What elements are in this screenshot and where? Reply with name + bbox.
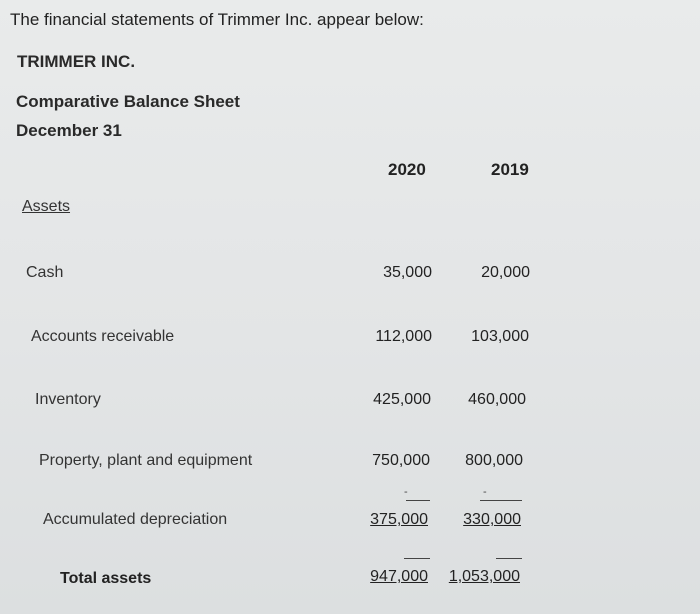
section-assets: Assets [22,198,71,215]
accumulated-depreciation-2019: 330,000 [463,511,521,528]
rule-2019-total [496,558,522,559]
ppe-2019: 800,000 [465,452,523,469]
accounts-receivable-2020: 112,000 [375,328,432,345]
total-assets-2020: 947,000 [370,568,428,585]
cash-2020: 35,000 [383,264,432,281]
row-label-total-assets: Total assets [60,570,152,587]
year-header-2020: 2020 [388,160,426,179]
total-assets-2019: 1,053,000 [448,568,520,585]
minus-sign-2020: - [404,486,408,498]
accumulated-depreciation-2020: 375,000 [370,511,428,528]
year-header-2019: 2019 [491,160,529,179]
statement-title: Comparative Balance Sheet [16,92,240,111]
inventory-2019: 460,000 [468,391,526,408]
ppe-2020: 750,000 [372,452,430,469]
rule-2019-ppe [480,500,522,501]
inventory-2020: 425,000 [373,391,431,408]
row-label-cash: Cash [26,264,64,281]
rule-2020-total [404,558,430,559]
row-label-ppe: Property, plant and equipment [39,452,253,469]
minus-sign-2019: - [483,486,487,498]
company-name: TRIMMER INC. [17,52,136,71]
row-label-accumulated-depreciation: Accumulated depreciation [43,511,228,528]
row-label-accounts-receivable: Accounts receivable [31,328,175,345]
cash-2019: 20,000 [481,264,530,281]
statement-date: December 31 [16,121,122,140]
rule-2020-ppe [406,500,430,501]
row-label-inventory: Inventory [35,391,101,408]
intro-text: The financial statements of Trimmer Inc. appear below: [10,10,424,29]
accounts-receivable-2019: 103,000 [471,328,529,345]
